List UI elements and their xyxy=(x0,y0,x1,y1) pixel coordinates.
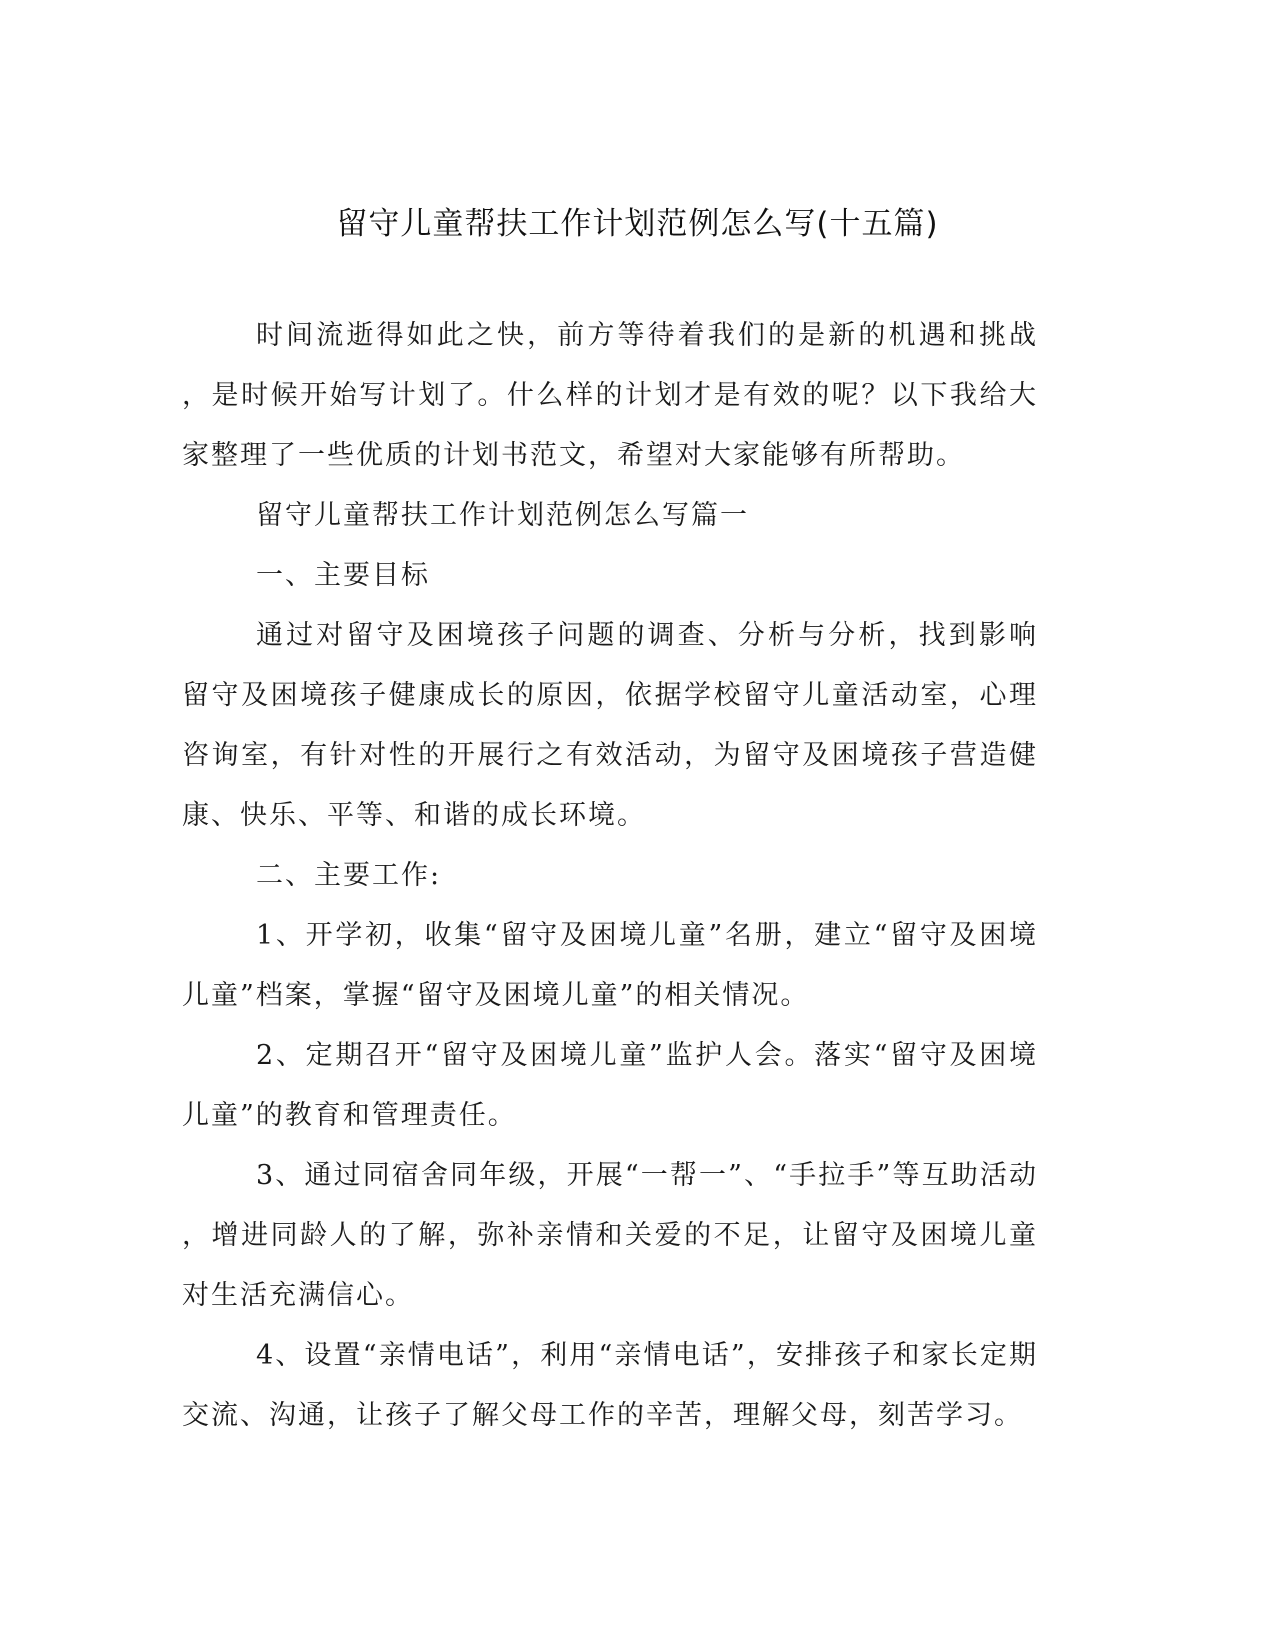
work-item-3: 3、通过同宿舍同年级，开展“一帮一”、“手拉手”等互助活动，增进同龄人的了解，弥补亲情和关爱的不足，让留守及困境儿童对生活充满信心。 xyxy=(182,1160,1038,1311)
intro-paragraph: 时间流逝得如此之快，前方等待着我们的是新的机遇和挑战，是时候开始写计划了。什么样的计划才是有效的呢？以下我给大家整理了一些优质的计划书范文，希望对大家能够有所帮助。 xyxy=(182,320,1038,471)
subheading-main-goals: 一、主要目标 xyxy=(256,560,430,591)
document-body xyxy=(182,306,1038,1446)
work-item-2: 2、定期召开“留守及困境儿童”监护人会。落实“留守及困境儿童”的教育和管理责任。 xyxy=(182,1040,1038,1131)
work-item-4: 4、设置“亲情电话”，利用“亲情电话”，安排孩子和家长定期交流、沟通，让孩子了解父母工作的辛苦，理解父母，刻苦学习。 xyxy=(182,1340,1038,1431)
section-heading: 留守儿童帮扶工作计划范例怎么写篇一 xyxy=(256,500,749,531)
subheading-main-work: 二、主要工作: xyxy=(256,860,442,891)
page-title: 留守儿童帮扶工作计划范例怎么写(十五篇) xyxy=(336,206,939,242)
work-item-1: 1、开学初，收集“留守及困境儿童”名册，建立“留守及困境儿童”档案，掌握“留守及困境儿童”的相关情况。 xyxy=(182,920,1038,1011)
goals-paragraph: 通过对留守及困境孩子问题的调查、分析与分析，找到影响留守及困境孩子健康成长的原因，依据学校留守儿童活动室，心理咨询室，有针对性的开展行之有效活动，为留守及困境孩子营造健康、快乐、平等、和谐的成长环境。 xyxy=(182,620,1038,831)
